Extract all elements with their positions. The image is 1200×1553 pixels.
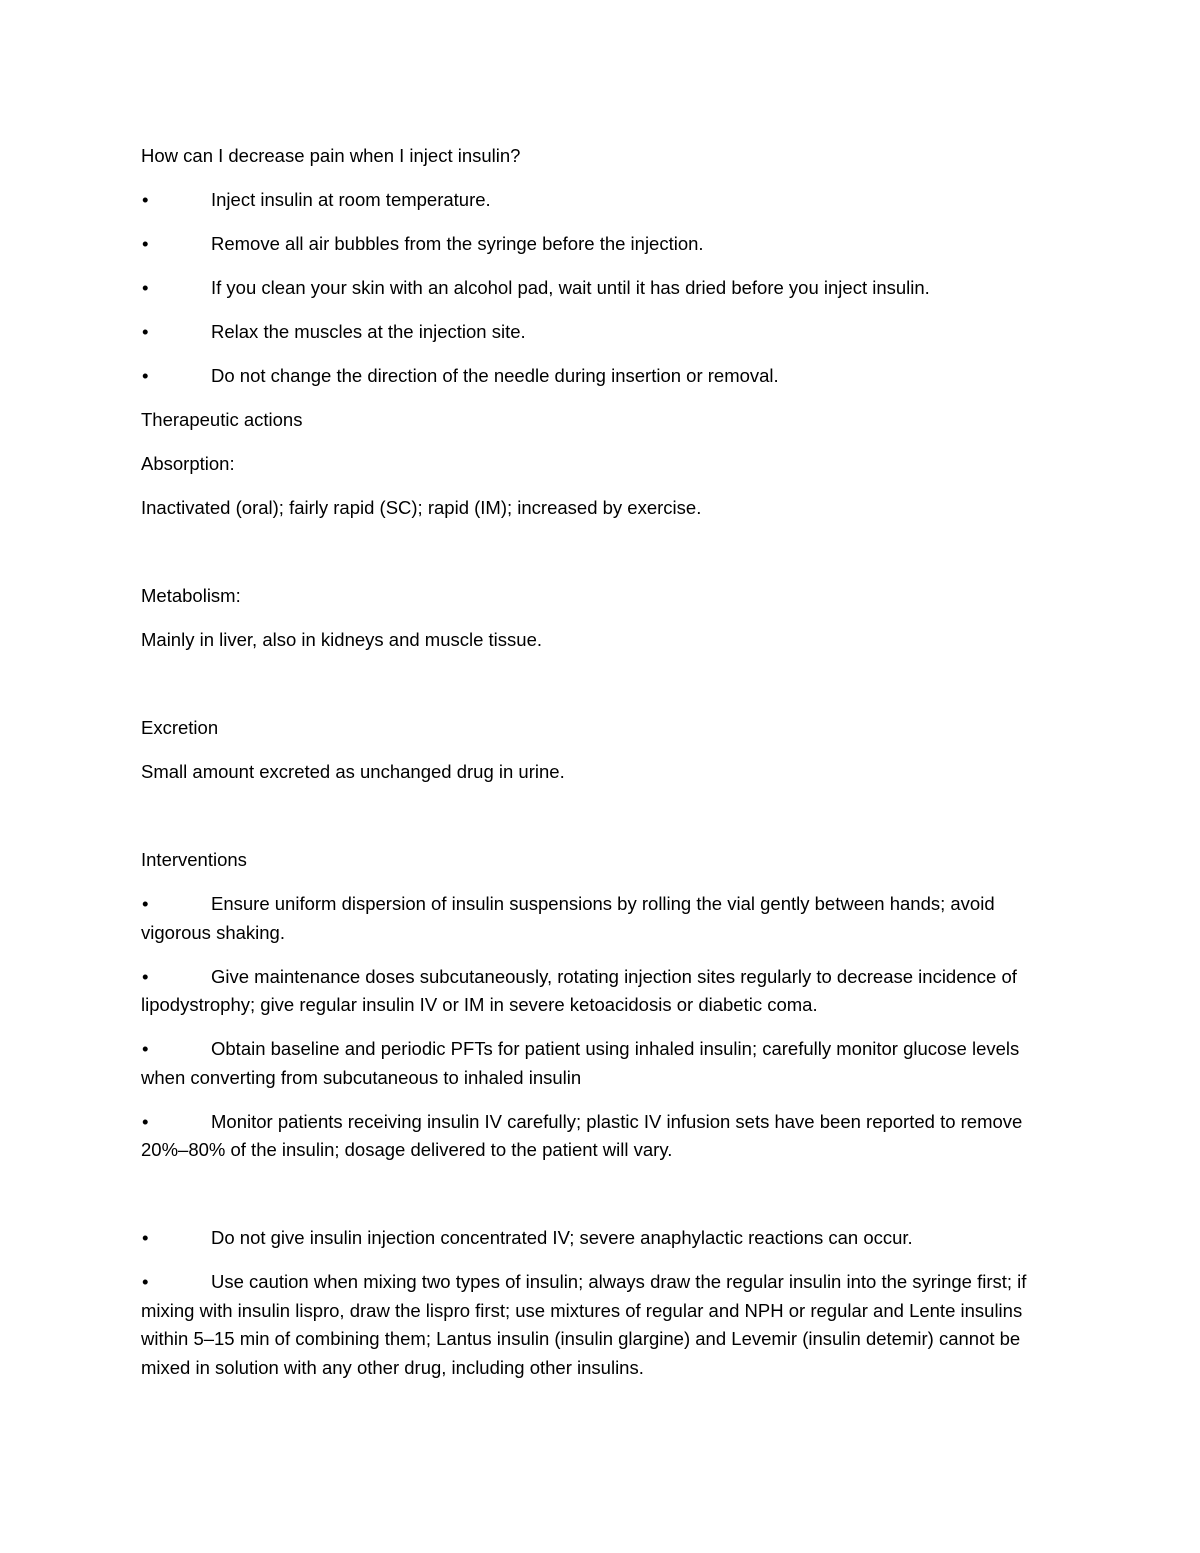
list-item	[141, 890, 1061, 947]
list-item	[141, 362, 1061, 391]
blank-line	[141, 802, 1061, 846]
list-item-text: Monitor patients receiving insulin IV carefully; plastic IV infusion sets have been reported to remove 20%–80% of the insulin; dosage delivered to the patient will vary.	[141, 1110, 1023, 1160]
bullet-icon: •	[142, 1038, 149, 1059]
list-item	[141, 318, 1061, 347]
therapeutic-heading: Therapeutic actions	[141, 409, 303, 430]
excretion-text: Small amount excreted as unchanged drug in urine.	[141, 761, 565, 782]
absorption-label: Absorption:	[141, 453, 235, 474]
bullet-icon: •	[142, 189, 149, 210]
list-item	[141, 963, 1061, 1020]
list-item	[141, 1108, 1061, 1165]
list-item-text: Give maintenance doses subcutaneously, rotating injection sites regularly to decrease incidence of lipodystrophy; give regular insulin IV or IM in severe ketoacidosis or diabetic coma.	[141, 965, 1017, 1015]
bullet-icon: •	[142, 1271, 149, 1292]
blank-line	[141, 538, 1061, 582]
list-item-text: Relax the muscles at the injection site.	[211, 321, 526, 342]
bullet-icon: •	[142, 893, 149, 914]
list-item-text: Inject insulin at room temperature.	[211, 189, 491, 210]
list-item	[141, 1035, 1061, 1092]
list-item-text: Do not give insulin injection concentrated IV; severe anaphylactic reactions can occur.	[211, 1227, 913, 1248]
excretion-label: Excretion	[141, 717, 219, 738]
bullet-icon: •	[142, 277, 149, 298]
bullet-icon: •	[142, 1227, 149, 1248]
bullet-icon: •	[142, 1110, 149, 1132]
list-item-text: Obtain baseline and periodic PFTs for patient using inhaled insulin; carefully monitor glucose levels when converting from subcutaneous to inhaled insulin	[141, 1038, 1020, 1088]
blank-line	[141, 1180, 1061, 1224]
list-item-text: Remove all air bubbles from the syringe before the injection.	[211, 233, 704, 254]
metabolism-label: Metabolism:	[141, 585, 241, 606]
absorption-text: Inactivated (oral); fairly rapid (SC); rapid (IM); increased by exercise.	[141, 497, 702, 518]
list-item	[141, 186, 1061, 215]
list-item-text: Use caution when mixing two types of insulin; always draw the regular insulin into the syringe first; if mixing with insulin lispro, draw the lispro first; use mixtures of regular and NPH or regular and Lente insulins within 5–15 min of combining them; Lantus insulin (insulin glargine) and Levemir (insulin detemir) cannot be mixed in solution with any other drug, including other insulins.	[141, 1271, 1027, 1378]
pain-section-heading: How can I decrease pain when I inject insulin?	[141, 145, 521, 166]
list-item	[141, 274, 1061, 303]
bullet-icon: •	[142, 365, 149, 386]
blank-line	[141, 670, 1061, 714]
bullet-icon: •	[142, 965, 149, 987]
list-item	[141, 1268, 1061, 1382]
list-item-text: If you clean your skin with an alcohol pad, wait until it has dried before you inject insulin.	[211, 277, 930, 298]
list-item-text: Ensure uniform dispersion of insulin suspensions by rolling the vial gently between hands; avoid vigorous shaking.	[141, 893, 995, 943]
bullet-icon: •	[142, 233, 149, 254]
metabolism-text: Mainly in liver, also in kidneys and muscle tissue.	[141, 629, 543, 650]
document-page	[141, 142, 1061, 1398]
list-item-text: Do not change the direction of the needle during insertion or removal.	[211, 365, 779, 386]
list-item	[141, 230, 1061, 259]
interventions-heading: Interventions	[141, 849, 247, 870]
bullet-icon: •	[142, 321, 149, 342]
list-item	[141, 1224, 1061, 1253]
